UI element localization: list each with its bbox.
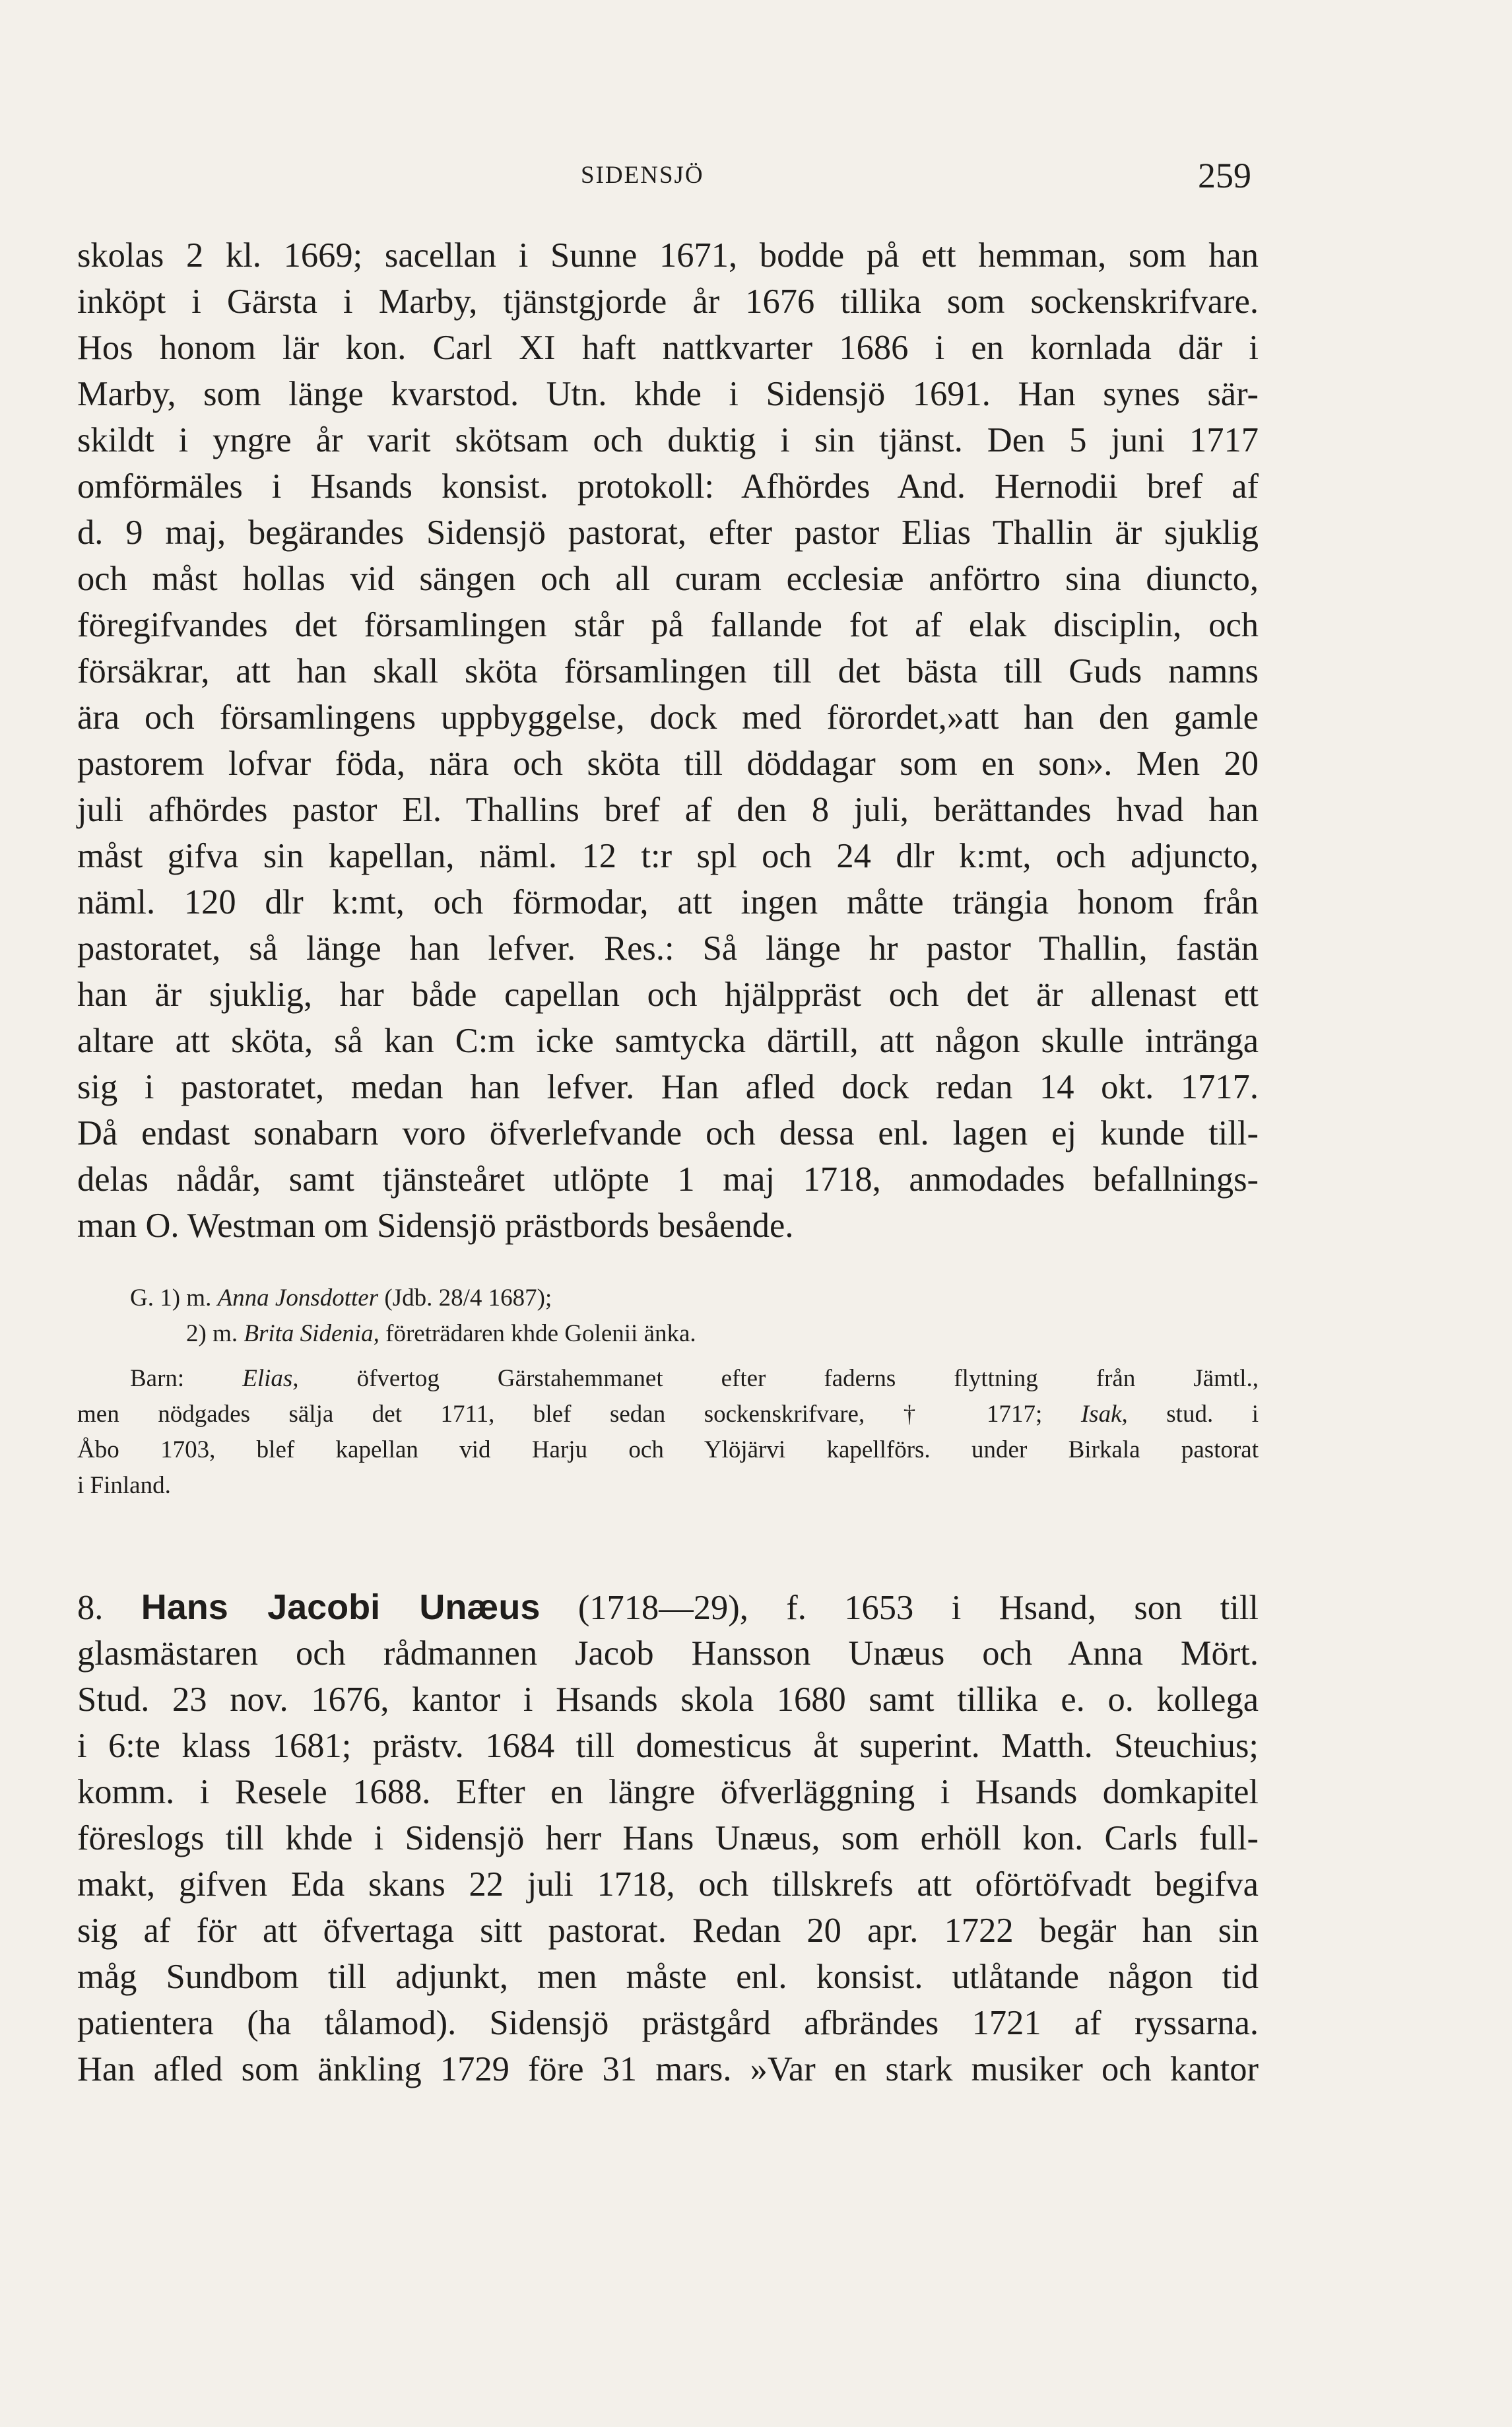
text-line: Stud. 23 nov. 1676, kantor i Hsands skola 1680 samt tillika e. o. kollega <box>77 1680 1259 1719</box>
text-line: måst gifva sin kapellan, näml. 12 t:r spl och 24 dlr k:mt, och adjuncto, <box>77 837 1259 875</box>
text-line: d. 9 maj, begärandes Sidensjö pastorat, efter pastor Elias Thallin är sjuklig <box>77 514 1259 552</box>
main-paragraph <box>77 232 1259 1249</box>
note-marriage-1: G. 1) m. Anna Jonsdotter (Jdb. 28/4 1687); <box>130 1284 552 1312</box>
text-line: altare att sköta, så kan C:m icke samtycka därtill, att någon skulle intränga <box>77 1022 1259 1060</box>
text-line: inköpt i Gärsta i Marby, tjänstgjorde år 1676 tillika som sockenskrifvare. <box>77 283 1259 321</box>
text-line: pastorem lofvar föda, nära och sköta till döddagar som en son». Men 20 <box>77 745 1259 783</box>
text-line: i 6:te klass 1681; prästv. 1684 till domesticus åt superint. Matth. Steuchius; <box>77 1727 1259 1765</box>
text-line: näml. 120 dlr k:mt, och förmodar, att ingen måtte trängia honom från <box>77 883 1259 921</box>
entry-heading-line: 8. Hans Jacobi Unæus (1718—29), f. 1653 i Hsand, son till <box>77 1587 1259 1627</box>
text-line: juli afhördes pastor El. Thallins bref af den 8 juli, berättandes hvad han <box>77 791 1259 829</box>
text-line: komm. i Resele 1688. Efter en längre öfverläggning i Hsands domkapitel <box>77 1773 1259 1811</box>
text-line: Hos honom lär kon. Carl XI haft nattkvarter 1686 i en kornlada där i <box>77 329 1259 367</box>
text-line: ära och församlingens uppbyggelse, dock med förordet,»att han den gamle <box>77 698 1259 737</box>
note-children-line: i Finland. <box>77 1472 171 1499</box>
text-line: föreslogs till khde i Sidensjö herr Hans Unæus, som erhöll kon. Carls full- <box>77 1819 1259 1857</box>
spouse-name: Brita Sidenia, <box>244 1320 379 1347</box>
text-line: makt, gifven Eda skans 22 juli 1718, och tillskrefs att oförtöfvadt begifva <box>77 1865 1259 1904</box>
page-number: 259 <box>1198 156 1251 195</box>
entry-name: Hans Jacobi Unæus <box>141 1587 541 1627</box>
text-line: Då endast sonabarn voro öfverlefvande och dessa enl. lagen ej kunde till- <box>77 1114 1259 1152</box>
text-line: sig i pastoratet, medan han lefver. Han afled dock redan 14 okt. 1717. <box>77 1068 1259 1106</box>
text-line: Han afled som änkling 1729 före 31 mars. »Var en stark musiker och kantor <box>77 2050 1259 2088</box>
text-line: man O. Westman om Sidensjö prästbords besående. <box>77 1207 794 1245</box>
family-notes <box>77 1280 1259 1504</box>
note-marriage-2: 2) m. Brita Sidenia, företrädaren khde Golenii änka. <box>186 1320 696 1347</box>
child-name: Isak, <box>1080 1401 1128 1428</box>
text-line: skildt i yngre år varit skötsam och duktig i sin tjänst. Den 5 juni 1717 <box>77 421 1259 459</box>
text-line: måg Sundbom till adjunkt, men måste enl. konsist. utlåtande någon tid <box>77 1958 1259 1996</box>
note-children-line: Barn: Elias, öfvertog Gärstahemmanet efter faderns flyttning från Jämtl., <box>130 1365 1259 1392</box>
text-line: försäkrar, att han skall sköta församlingen till det bästa till Guds namns <box>77 652 1259 690</box>
text-line: sig af för att öfvertaga sitt pastorat. Redan 20 apr. 1722 begär han sin <box>77 1912 1259 1950</box>
note-children-line: Åbo 1703, blef kapellan vid Harju och Ylöjärvi kapellförs. under Birkala pastorat <box>77 1436 1259 1463</box>
running-title: SIDENSJÖ <box>581 162 704 189</box>
text-line: patientera (ha tålamod). Sidensjö prästgård afbrändes 1721 af ryssarna. <box>77 2004 1259 2042</box>
text-line: delas nådår, samt tjänsteåret utlöpte 1 maj 1718, anmodades befallnings- <box>77 1160 1259 1199</box>
text-line: han är sjuklig, har både capellan och hjälppräst och det är allenast ett <box>77 976 1259 1014</box>
running-head <box>0 156 1512 195</box>
text-line: och måst hollas vid sängen och all curam ecclesiæ anförtro sina diuncto, <box>77 560 1259 598</box>
clergy-entry <box>77 1584 1259 2092</box>
text-line: föregifvandes det församlingen står på fallande fot af elak disciplin, och <box>77 606 1259 644</box>
text-line: Marby, som länge kvarstod. Utn. khde i Sidensjö 1691. Han synes sär- <box>77 375 1259 413</box>
child-name: Elias, <box>242 1365 299 1392</box>
text-line: skolas 2 kl. 1669; sacellan i Sunne 1671, bodde på ett hemman, som han <box>77 236 1259 275</box>
text-line: omförmäles i Hsands konsist. protokoll: Afhördes And. Hernodii bref af <box>77 467 1259 506</box>
spouse-name: Anna Jonsdotter <box>217 1284 379 1312</box>
note-children-line: men nödgades sälja det 1711, blef sedan sockenskrifvare, † 1717; Isak, stud. i <box>77 1401 1259 1428</box>
text-line: pastoratet, så länge han lefver. Res.: Så länge hr pastor Thallin, fastän <box>77 929 1259 968</box>
text-line: glasmästaren och rådmannen Jacob Hansson Unæus och Anna Mört. <box>77 1634 1259 1673</box>
entry-number: 8. <box>77 1589 104 1627</box>
